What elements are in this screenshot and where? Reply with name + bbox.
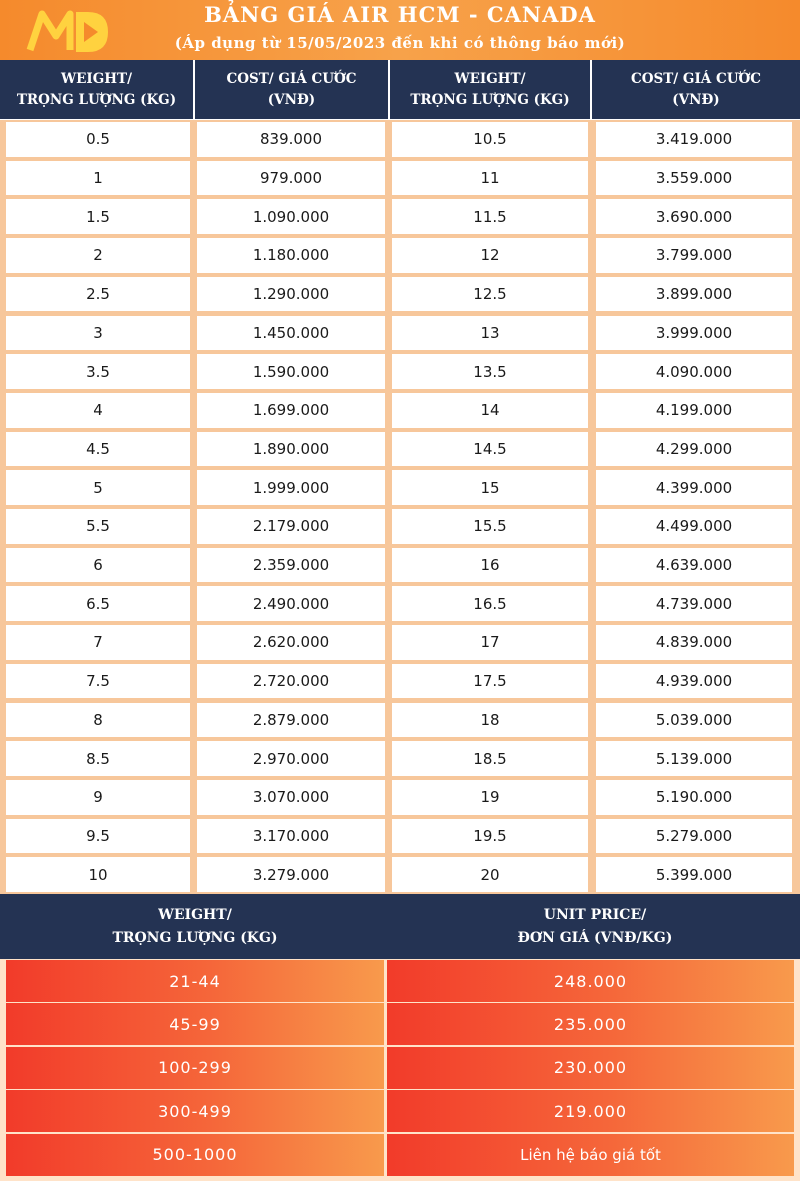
column-header-weight-left xyxy=(0,60,195,119)
column-header-line: COST/ GIÁ CƯỚC xyxy=(226,70,357,87)
page-title: BẢNG GIÁ AIR HCM - CANADA xyxy=(204,2,596,27)
bulk-range-cell: 500-1000 xyxy=(6,1134,384,1176)
weight-cell: 17 xyxy=(392,625,588,660)
cost-cell: 3.279.000 xyxy=(197,857,385,892)
bulk-header-line: ĐƠN GIÁ (VNĐ/KG) xyxy=(517,929,673,946)
weight-cell: 6.5 xyxy=(6,586,190,621)
column-header-line: WEIGHT/ xyxy=(60,70,133,87)
cost-cell: 3.999.000 xyxy=(596,316,792,351)
cost-cell: 2.620.000 xyxy=(197,625,385,660)
cost-cell: 4.739.000 xyxy=(596,586,792,621)
weight-cell: 12 xyxy=(392,238,588,273)
cost-cell: 5.139.000 xyxy=(596,741,792,776)
weight-cell: 0.5 xyxy=(6,122,190,157)
bulk-price-cell: 235.000 xyxy=(387,1003,794,1045)
cost-cell: 1.699.000 xyxy=(197,393,385,428)
weight-cell: 14.5 xyxy=(392,432,588,467)
weight-cell: 1.5 xyxy=(6,199,190,234)
cost-cell: 1.890.000 xyxy=(197,432,385,467)
bulk-price-cell: 248.000 xyxy=(387,960,794,1002)
weight-cell: 4 xyxy=(6,393,190,428)
cost-cell: 3.559.000 xyxy=(596,161,792,196)
cost-cell: 4.399.000 xyxy=(596,470,792,505)
weight-cell: 20 xyxy=(392,857,588,892)
weight-cell: 5.5 xyxy=(6,509,190,544)
cost-cell: 2.179.000 xyxy=(197,509,385,544)
weight-cell: 12.5 xyxy=(392,277,588,312)
weight-cell: 7.5 xyxy=(6,664,190,699)
weight-cell: 16.5 xyxy=(392,586,588,621)
cost-cell: 4.499.000 xyxy=(596,509,792,544)
weight-cell: 6 xyxy=(6,548,190,583)
cost-cell: 979.000 xyxy=(197,161,385,196)
cost-cell: 4.939.000 xyxy=(596,664,792,699)
bulk-price-header xyxy=(0,894,800,959)
column-header-line: (VNĐ) xyxy=(267,91,316,108)
weight-cell: 7 xyxy=(6,625,190,660)
cost-cell: 5.279.000 xyxy=(596,819,792,854)
price-table xyxy=(0,120,800,894)
cost-cell: 2.720.000 xyxy=(197,664,385,699)
bulk-range-cell: 100-299 xyxy=(6,1047,384,1089)
weight-cell: 4.5 xyxy=(6,432,190,467)
bulk-price-cell: 230.000 xyxy=(387,1047,794,1089)
bulk-weight-header xyxy=(0,894,390,959)
bulk-price-cell: Liên hệ báo giá tốt xyxy=(387,1134,794,1176)
cost-cell: 1.590.000 xyxy=(197,354,385,389)
cost-cell: 3.799.000 xyxy=(596,238,792,273)
bulk-range-cell: 45-99 xyxy=(6,1003,384,1045)
cost-cell: 5.399.000 xyxy=(596,857,792,892)
cost-cell: 2.970.000 xyxy=(197,741,385,776)
weight-cell: 3 xyxy=(6,316,190,351)
weight-cell: 5 xyxy=(6,470,190,505)
weight-cell: 15.5 xyxy=(392,509,588,544)
weight-cell: 17.5 xyxy=(392,664,588,699)
column-header-line: TRỌNG LƯỢNG (KG) xyxy=(16,91,177,108)
cost-cell: 4.199.000 xyxy=(596,393,792,428)
cost-cell: 1.180.000 xyxy=(197,238,385,273)
cost-cell: 5.190.000 xyxy=(596,780,792,815)
weight-cell: 9.5 xyxy=(6,819,190,854)
weight-cell: 2.5 xyxy=(6,277,190,312)
weight-cell: 11 xyxy=(392,161,588,196)
column-header-line: COST/ GIÁ CƯỚC xyxy=(631,70,761,87)
bulk-price-cell: 219.000 xyxy=(387,1090,794,1132)
page-subtitle: (Áp dụng từ 15/05/2023 đến khi có thông báo mới) xyxy=(174,34,626,52)
cost-cell: 5.039.000 xyxy=(596,703,792,738)
column-header-weight-right xyxy=(390,60,592,119)
weight-cell: 10.5 xyxy=(392,122,588,157)
weight-cell: 13 xyxy=(392,316,588,351)
weight-cell: 14 xyxy=(392,393,588,428)
weight-cell: 3.5 xyxy=(6,354,190,389)
cost-cell: 1.290.000 xyxy=(197,277,385,312)
weight-cell: 8.5 xyxy=(6,741,190,776)
cost-cell: 3.170.000 xyxy=(197,819,385,854)
column-header-cost-left xyxy=(195,60,390,119)
column-header-line: (VNĐ) xyxy=(672,91,720,108)
cost-cell: 3.070.000 xyxy=(197,780,385,815)
bulk-header-line: WEIGHT/ xyxy=(158,906,232,923)
column-header-cost-right xyxy=(592,60,800,119)
cost-cell: 3.690.000 xyxy=(596,199,792,234)
weight-cell: 16 xyxy=(392,548,588,583)
cost-cell: 4.639.000 xyxy=(596,548,792,583)
cost-cell: 1.999.000 xyxy=(197,470,385,505)
cost-cell: 4.839.000 xyxy=(596,625,792,660)
weight-cell: 11.5 xyxy=(392,199,588,234)
weight-cell: 18.5 xyxy=(392,741,588,776)
column-header-line: WEIGHT/ xyxy=(454,70,526,87)
weight-cell: 18 xyxy=(392,703,588,738)
weight-cell: 19.5 xyxy=(392,819,588,854)
weight-cell: 10 xyxy=(6,857,190,892)
weight-cell: 9 xyxy=(6,780,190,815)
bulk-price-table xyxy=(0,959,800,1181)
weight-cell: 19 xyxy=(392,780,588,815)
cost-cell: 1.090.000 xyxy=(197,199,385,234)
cost-cell: 2.359.000 xyxy=(197,548,385,583)
cost-cell: 3.899.000 xyxy=(596,277,792,312)
cost-cell: 2.490.000 xyxy=(197,586,385,621)
bulk-header-line: TRỌNG LƯỢNG (KG) xyxy=(112,929,278,946)
bulk-header-line: UNIT PRICE/ xyxy=(543,906,647,923)
bulk-range-cell: 21-44 xyxy=(6,960,384,1002)
column-header-line: TRỌNG LƯỢNG (KG) xyxy=(410,91,570,108)
bulk-price-header-cell xyxy=(390,894,800,959)
cost-cell: 3.419.000 xyxy=(596,122,792,157)
cost-cell: 839.000 xyxy=(197,122,385,157)
bulk-range-cell: 300-499 xyxy=(6,1090,384,1132)
cost-cell: 2.879.000 xyxy=(197,703,385,738)
weight-cell: 2 xyxy=(6,238,190,273)
cost-cell: 1.450.000 xyxy=(197,316,385,351)
cost-cell: 4.299.000 xyxy=(596,432,792,467)
cost-cell: 4.090.000 xyxy=(596,354,792,389)
weight-cell: 1 xyxy=(6,161,190,196)
weight-cell: 15 xyxy=(392,470,588,505)
weight-cell: 13.5 xyxy=(392,354,588,389)
price-banner xyxy=(0,0,800,60)
weight-cell: 8 xyxy=(6,703,190,738)
